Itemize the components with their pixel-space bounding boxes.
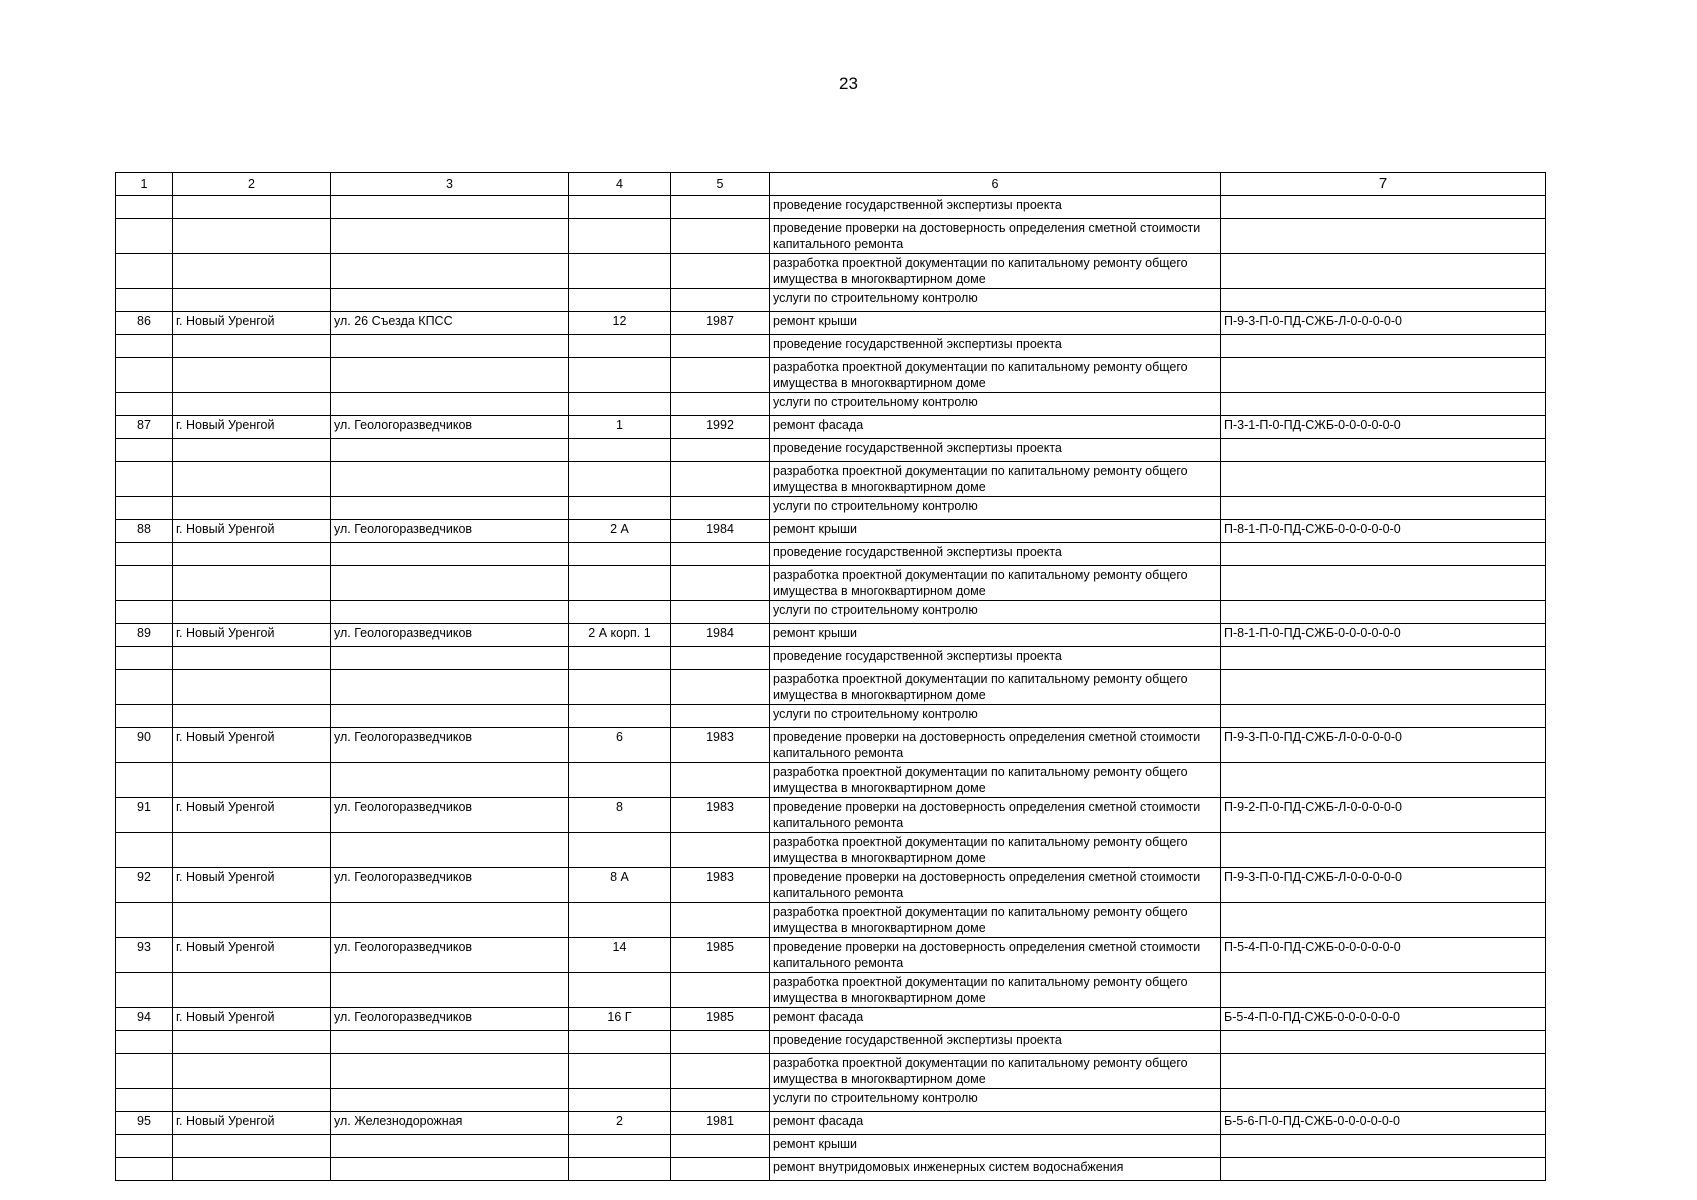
year-cell — [671, 566, 770, 601]
row-number-cell — [116, 601, 173, 624]
house-number-cell — [569, 219, 671, 254]
year-cell — [671, 462, 770, 497]
house-number-cell — [569, 1135, 671, 1158]
building-code-cell — [1221, 647, 1546, 670]
row-number-cell — [116, 462, 173, 497]
row-number-cell: 90 — [116, 728, 173, 763]
work-type-cell: услуги по строительному контролю — [770, 705, 1221, 728]
year-cell — [671, 196, 770, 219]
house-number-cell — [569, 497, 671, 520]
house-number-cell — [569, 1054, 671, 1089]
year-cell: 1984 — [671, 624, 770, 647]
work-type-cell: разработка проектной документации по капитальному ремонту общего имущества в многоквартирном доме — [770, 254, 1221, 289]
city-cell — [173, 335, 331, 358]
year-cell: 1985 — [671, 938, 770, 973]
table-row — [116, 601, 1546, 624]
street-cell: ул. Геологоразведчиков — [331, 1008, 569, 1031]
building-code-cell: П-8-1-П-0-ПД-СЖБ-0-0-0-0-0-0 — [1221, 624, 1546, 647]
row-number-cell — [116, 705, 173, 728]
building-code-cell — [1221, 1135, 1546, 1158]
city-cell — [173, 393, 331, 416]
street-cell — [331, 566, 569, 601]
year-cell — [671, 601, 770, 624]
table-row — [116, 1008, 1546, 1031]
row-number-cell: 95 — [116, 1112, 173, 1135]
building-code-cell: Б-5-6-П-0-ПД-СЖБ-0-0-0-0-0-0 — [1221, 1112, 1546, 1135]
work-type-cell: проведение государственной экспертизы проекта — [770, 196, 1221, 219]
table-row — [116, 1089, 1546, 1112]
year-cell — [671, 647, 770, 670]
work-type-cell: разработка проектной документации по капитальному ремонту общего имущества в многоквартирном доме — [770, 358, 1221, 393]
repair-register-table — [115, 172, 1546, 1181]
work-type-cell: ремонт крыши — [770, 1135, 1221, 1158]
table-row — [116, 254, 1546, 289]
year-cell — [671, 1031, 770, 1054]
year-cell — [671, 335, 770, 358]
street-cell — [331, 705, 569, 728]
year-cell: 1987 — [671, 312, 770, 335]
street-cell — [331, 903, 569, 938]
row-number-cell: 86 — [116, 312, 173, 335]
work-type-cell: разработка проектной документации по капитальному ремонту общего имущества в многоквартирном доме — [770, 462, 1221, 497]
street-cell: ул. Геологоразведчиков — [331, 416, 569, 439]
table-row — [116, 497, 1546, 520]
city-cell — [173, 1054, 331, 1089]
row-number-cell — [116, 439, 173, 462]
house-number-cell: 12 — [569, 312, 671, 335]
street-cell — [331, 219, 569, 254]
year-cell — [671, 358, 770, 393]
year-cell — [671, 1089, 770, 1112]
house-number-cell — [569, 763, 671, 798]
work-type-cell: проведение государственной экспертизы проекта — [770, 439, 1221, 462]
building-code-cell — [1221, 973, 1546, 1008]
building-code-cell — [1221, 335, 1546, 358]
row-number-cell — [116, 1089, 173, 1112]
year-cell: 1985 — [671, 1008, 770, 1031]
work-type-cell: услуги по строительному контролю — [770, 497, 1221, 520]
year-cell — [671, 1135, 770, 1158]
year-cell — [671, 393, 770, 416]
city-cell — [173, 254, 331, 289]
year-cell — [671, 219, 770, 254]
house-number-cell — [569, 543, 671, 566]
building-code-cell — [1221, 1158, 1546, 1181]
house-number-cell — [569, 670, 671, 705]
table-row — [116, 1135, 1546, 1158]
year-cell: 1984 — [671, 520, 770, 543]
column-header: 7 — [1221, 173, 1546, 196]
street-cell — [331, 763, 569, 798]
building-code-cell — [1221, 670, 1546, 705]
city-cell — [173, 1031, 331, 1054]
city-cell — [173, 763, 331, 798]
building-code-cell: П-5-4-П-0-ПД-СЖБ-0-0-0-0-0-0 — [1221, 938, 1546, 973]
building-code-cell: П-3-1-П-0-ПД-СЖБ-0-0-0-0-0-0 — [1221, 416, 1546, 439]
building-code-cell — [1221, 763, 1546, 798]
work-type-cell: проведение проверки на достоверность определения сметной стоимости капитального ремонта — [770, 219, 1221, 254]
city-cell: г. Новый Уренгой — [173, 868, 331, 903]
table-row — [116, 219, 1546, 254]
city-cell: г. Новый Уренгой — [173, 416, 331, 439]
city-cell: г. Новый Уренгой — [173, 520, 331, 543]
city-cell — [173, 439, 331, 462]
year-cell: 1981 — [671, 1112, 770, 1135]
row-number-cell — [116, 497, 173, 520]
city-cell — [173, 973, 331, 1008]
city-cell: г. Новый Уренгой — [173, 1008, 331, 1031]
table-row — [116, 670, 1546, 705]
year-cell — [671, 543, 770, 566]
work-type-cell: услуги по строительному контролю — [770, 601, 1221, 624]
street-cell — [331, 1031, 569, 1054]
city-cell — [173, 903, 331, 938]
street-cell — [331, 973, 569, 1008]
street-cell — [331, 196, 569, 219]
column-header: 5 — [671, 173, 770, 196]
row-number-cell — [116, 1031, 173, 1054]
row-number-cell — [116, 543, 173, 566]
city-cell — [173, 196, 331, 219]
city-cell — [173, 1158, 331, 1181]
work-type-cell: проведение проверки на достоверность определения сметной стоимости капитального ремонта — [770, 938, 1221, 973]
year-cell — [671, 973, 770, 1008]
table-row — [116, 705, 1546, 728]
building-code-cell — [1221, 497, 1546, 520]
table-row — [116, 1054, 1546, 1089]
row-number-cell — [116, 1135, 173, 1158]
table-row — [116, 798, 1546, 833]
row-number-cell — [116, 289, 173, 312]
house-number-cell — [569, 439, 671, 462]
table-row — [116, 1158, 1546, 1181]
table-row — [116, 439, 1546, 462]
street-cell — [331, 833, 569, 868]
street-cell — [331, 1089, 569, 1112]
row-number-cell: 93 — [116, 938, 173, 973]
work-type-cell: разработка проектной документации по капитальному ремонту общего имущества в многоквартирном доме — [770, 833, 1221, 868]
street-cell: ул. Геологоразведчиков — [331, 868, 569, 903]
column-header: 1 — [116, 173, 173, 196]
street-cell — [331, 254, 569, 289]
street-cell — [331, 1158, 569, 1181]
work-type-cell: ремонт внутридомовых инженерных систем водоснабжения — [770, 1158, 1221, 1181]
street-cell — [331, 647, 569, 670]
column-header: 6 — [770, 173, 1221, 196]
building-code-cell — [1221, 358, 1546, 393]
house-number-cell: 8 — [569, 798, 671, 833]
year-cell — [671, 705, 770, 728]
street-cell: ул. Геологоразведчиков — [331, 624, 569, 647]
city-cell — [173, 566, 331, 601]
house-number-cell — [569, 1031, 671, 1054]
work-type-cell: ремонт фасада — [770, 1112, 1221, 1135]
street-cell: ул. Железнодорожная — [331, 1112, 569, 1135]
city-cell — [173, 219, 331, 254]
work-type-cell: проведение проверки на достоверность определения сметной стоимости капитального ремонта — [770, 868, 1221, 903]
house-number-cell: 8 А — [569, 868, 671, 903]
work-type-cell: проведение государственной экспертизы проекта — [770, 647, 1221, 670]
table-row — [116, 196, 1546, 219]
city-cell — [173, 289, 331, 312]
row-number-cell: 89 — [116, 624, 173, 647]
work-type-cell: разработка проектной документации по капитальному ремонту общего имущества в многоквартирном доме — [770, 763, 1221, 798]
building-code-cell — [1221, 289, 1546, 312]
city-cell — [173, 1089, 331, 1112]
building-code-cell — [1221, 439, 1546, 462]
city-cell: г. Новый Уренгой — [173, 1112, 331, 1135]
house-number-cell — [569, 1089, 671, 1112]
table-row — [116, 1031, 1546, 1054]
house-number-cell — [569, 1158, 671, 1181]
street-cell — [331, 1135, 569, 1158]
building-code-cell: П-9-2-П-0-ПД-СЖБ-Л-0-0-0-0-0 — [1221, 798, 1546, 833]
building-code-cell: П-8-1-П-0-ПД-СЖБ-0-0-0-0-0-0 — [1221, 520, 1546, 543]
city-cell — [173, 670, 331, 705]
building-code-cell — [1221, 833, 1546, 868]
work-type-cell: ремонт фасада — [770, 416, 1221, 439]
table-row — [116, 903, 1546, 938]
row-number-cell — [116, 833, 173, 868]
column-numbers-row — [116, 173, 1546, 196]
row-number-cell — [116, 358, 173, 393]
year-cell — [671, 1054, 770, 1089]
table-row — [116, 416, 1546, 439]
work-type-cell: проведение государственной экспертизы проекта — [770, 335, 1221, 358]
house-number-cell — [569, 705, 671, 728]
table-row — [116, 312, 1546, 335]
city-cell: г. Новый Уренгой — [173, 798, 331, 833]
year-cell — [671, 763, 770, 798]
row-number-cell: 94 — [116, 1008, 173, 1031]
street-cell — [331, 393, 569, 416]
house-number-cell: 2 А корп. 1 — [569, 624, 671, 647]
city-cell — [173, 543, 331, 566]
table-row — [116, 358, 1546, 393]
row-number-cell — [116, 763, 173, 798]
street-cell — [331, 462, 569, 497]
building-code-cell — [1221, 601, 1546, 624]
row-number-cell — [116, 903, 173, 938]
house-number-cell — [569, 289, 671, 312]
street-cell — [331, 358, 569, 393]
work-type-cell: ремонт крыши — [770, 520, 1221, 543]
building-code-cell — [1221, 219, 1546, 254]
house-number-cell — [569, 903, 671, 938]
city-cell — [173, 358, 331, 393]
work-type-cell: проведение государственной экспертизы проекта — [770, 543, 1221, 566]
street-cell — [331, 1054, 569, 1089]
street-cell: ул. 26 Съезда КПСС — [331, 312, 569, 335]
table-row — [116, 868, 1546, 903]
city-cell — [173, 497, 331, 520]
house-number-cell — [569, 335, 671, 358]
city-cell — [173, 601, 331, 624]
house-number-cell — [569, 647, 671, 670]
street-cell — [331, 543, 569, 566]
house-number-cell: 2 А — [569, 520, 671, 543]
year-cell — [671, 1158, 770, 1181]
street-cell — [331, 335, 569, 358]
city-cell — [173, 462, 331, 497]
year-cell — [671, 497, 770, 520]
row-number-cell: 91 — [116, 798, 173, 833]
row-number-cell — [116, 196, 173, 219]
city-cell: г. Новый Уренгой — [173, 938, 331, 973]
work-type-cell: ремонт крыши — [770, 624, 1221, 647]
table-body — [116, 196, 1546, 1181]
house-number-cell: 6 — [569, 728, 671, 763]
street-cell: ул. Геологоразведчиков — [331, 520, 569, 543]
building-code-cell — [1221, 1089, 1546, 1112]
work-type-cell: ремонт крыши — [770, 312, 1221, 335]
row-number-cell — [116, 393, 173, 416]
building-code-cell: П-9-3-П-0-ПД-СЖБ-Л-0-0-0-0-0 — [1221, 312, 1546, 335]
house-number-cell — [569, 393, 671, 416]
table-row — [116, 393, 1546, 416]
row-number-cell: 87 — [116, 416, 173, 439]
building-code-cell — [1221, 1031, 1546, 1054]
column-header: 2 — [173, 173, 331, 196]
work-type-cell: услуги по строительному контролю — [770, 289, 1221, 312]
street-cell: ул. Геологоразведчиков — [331, 938, 569, 973]
work-type-cell: проведение проверки на достоверность определения сметной стоимости капитального ремонта — [770, 728, 1221, 763]
work-type-cell: услуги по строительному контролю — [770, 393, 1221, 416]
house-number-cell — [569, 601, 671, 624]
row-number-cell — [116, 1158, 173, 1181]
column-header: 4 — [569, 173, 671, 196]
row-number-cell — [116, 219, 173, 254]
house-number-cell: 16 Г — [569, 1008, 671, 1031]
year-cell — [671, 439, 770, 462]
house-number-cell — [569, 566, 671, 601]
house-number-cell — [569, 833, 671, 868]
page-number: 23 — [839, 74, 858, 93]
building-code-cell: П-9-3-П-0-ПД-СЖБ-Л-0-0-0-0-0 — [1221, 868, 1546, 903]
house-number-cell — [569, 358, 671, 393]
street-cell — [331, 670, 569, 705]
house-number-cell — [569, 973, 671, 1008]
building-code-cell — [1221, 566, 1546, 601]
row-number-cell — [116, 647, 173, 670]
house-number-cell — [569, 196, 671, 219]
house-number-cell — [569, 254, 671, 289]
row-number-cell — [116, 670, 173, 705]
row-number-cell — [116, 566, 173, 601]
row-number-cell — [116, 335, 173, 358]
street-cell — [331, 497, 569, 520]
work-type-cell: разработка проектной документации по капитальному ремонту общего имущества в многоквартирном доме — [770, 1054, 1221, 1089]
table-row — [116, 543, 1546, 566]
city-cell: г. Новый Уренгой — [173, 624, 331, 647]
work-type-cell: разработка проектной документации по капитальному ремонту общего имущества в многоквартирном доме — [770, 973, 1221, 1008]
table-row — [116, 833, 1546, 868]
year-cell — [671, 670, 770, 705]
work-type-cell: проведение государственной экспертизы проекта — [770, 1031, 1221, 1054]
building-code-cell — [1221, 705, 1546, 728]
table-row — [116, 462, 1546, 497]
building-code-cell: Б-5-4-П-0-ПД-СЖБ-0-0-0-0-0-0 — [1221, 1008, 1546, 1031]
city-cell — [173, 833, 331, 868]
table-row — [116, 520, 1546, 543]
table-row — [116, 647, 1546, 670]
street-cell — [331, 289, 569, 312]
building-code-cell — [1221, 462, 1546, 497]
table-row — [116, 289, 1546, 312]
year-cell: 1983 — [671, 728, 770, 763]
table-row — [116, 938, 1546, 973]
work-type-cell: услуги по строительному контролю — [770, 1089, 1221, 1112]
building-code-cell: П-9-3-П-0-ПД-СЖБ-Л-0-0-0-0-0 — [1221, 728, 1546, 763]
work-type-cell: разработка проектной документации по капитальному ремонту общего имущества в многоквартирном доме — [770, 670, 1221, 705]
year-cell: 1992 — [671, 416, 770, 439]
year-cell — [671, 903, 770, 938]
table-row — [116, 763, 1546, 798]
house-number-cell: 14 — [569, 938, 671, 973]
city-cell: г. Новый Уренгой — [173, 728, 331, 763]
street-cell — [331, 439, 569, 462]
city-cell — [173, 1135, 331, 1158]
row-number-cell — [116, 973, 173, 1008]
house-number-cell: 2 — [569, 1112, 671, 1135]
year-cell — [671, 254, 770, 289]
work-type-cell: ремонт фасада — [770, 1008, 1221, 1031]
table-row — [116, 728, 1546, 763]
row-number-cell — [116, 1054, 173, 1089]
work-type-cell: разработка проектной документации по капитальному ремонту общего имущества в многоквартирном доме — [770, 566, 1221, 601]
building-code-cell — [1221, 393, 1546, 416]
city-cell — [173, 647, 331, 670]
year-cell — [671, 289, 770, 312]
house-number-cell — [569, 462, 671, 497]
city-cell — [173, 705, 331, 728]
city-cell: г. Новый Уренгой — [173, 312, 331, 335]
house-number-cell: 1 — [569, 416, 671, 439]
work-type-cell: проведение проверки на достоверность определения сметной стоимости капитального ремонта — [770, 798, 1221, 833]
row-number-cell — [116, 254, 173, 289]
column-header: 3 — [331, 173, 569, 196]
table-row — [116, 1112, 1546, 1135]
table-row — [116, 335, 1546, 358]
street-cell: ул. Геологоразведчиков — [331, 798, 569, 833]
year-cell: 1983 — [671, 868, 770, 903]
building-code-cell — [1221, 903, 1546, 938]
building-code-cell — [1221, 196, 1546, 219]
row-number-cell: 88 — [116, 520, 173, 543]
row-number-cell: 92 — [116, 868, 173, 903]
table-row — [116, 624, 1546, 647]
building-code-cell — [1221, 254, 1546, 289]
building-code-cell — [1221, 543, 1546, 566]
table-row — [116, 973, 1546, 1008]
year-cell — [671, 833, 770, 868]
table-row — [116, 566, 1546, 601]
year-cell: 1983 — [671, 798, 770, 833]
building-code-cell — [1221, 1054, 1546, 1089]
street-cell: ул. Геологоразведчиков — [331, 728, 569, 763]
street-cell — [331, 601, 569, 624]
work-type-cell: разработка проектной документации по капитальному ремонту общего имущества в многоквартирном доме — [770, 903, 1221, 938]
